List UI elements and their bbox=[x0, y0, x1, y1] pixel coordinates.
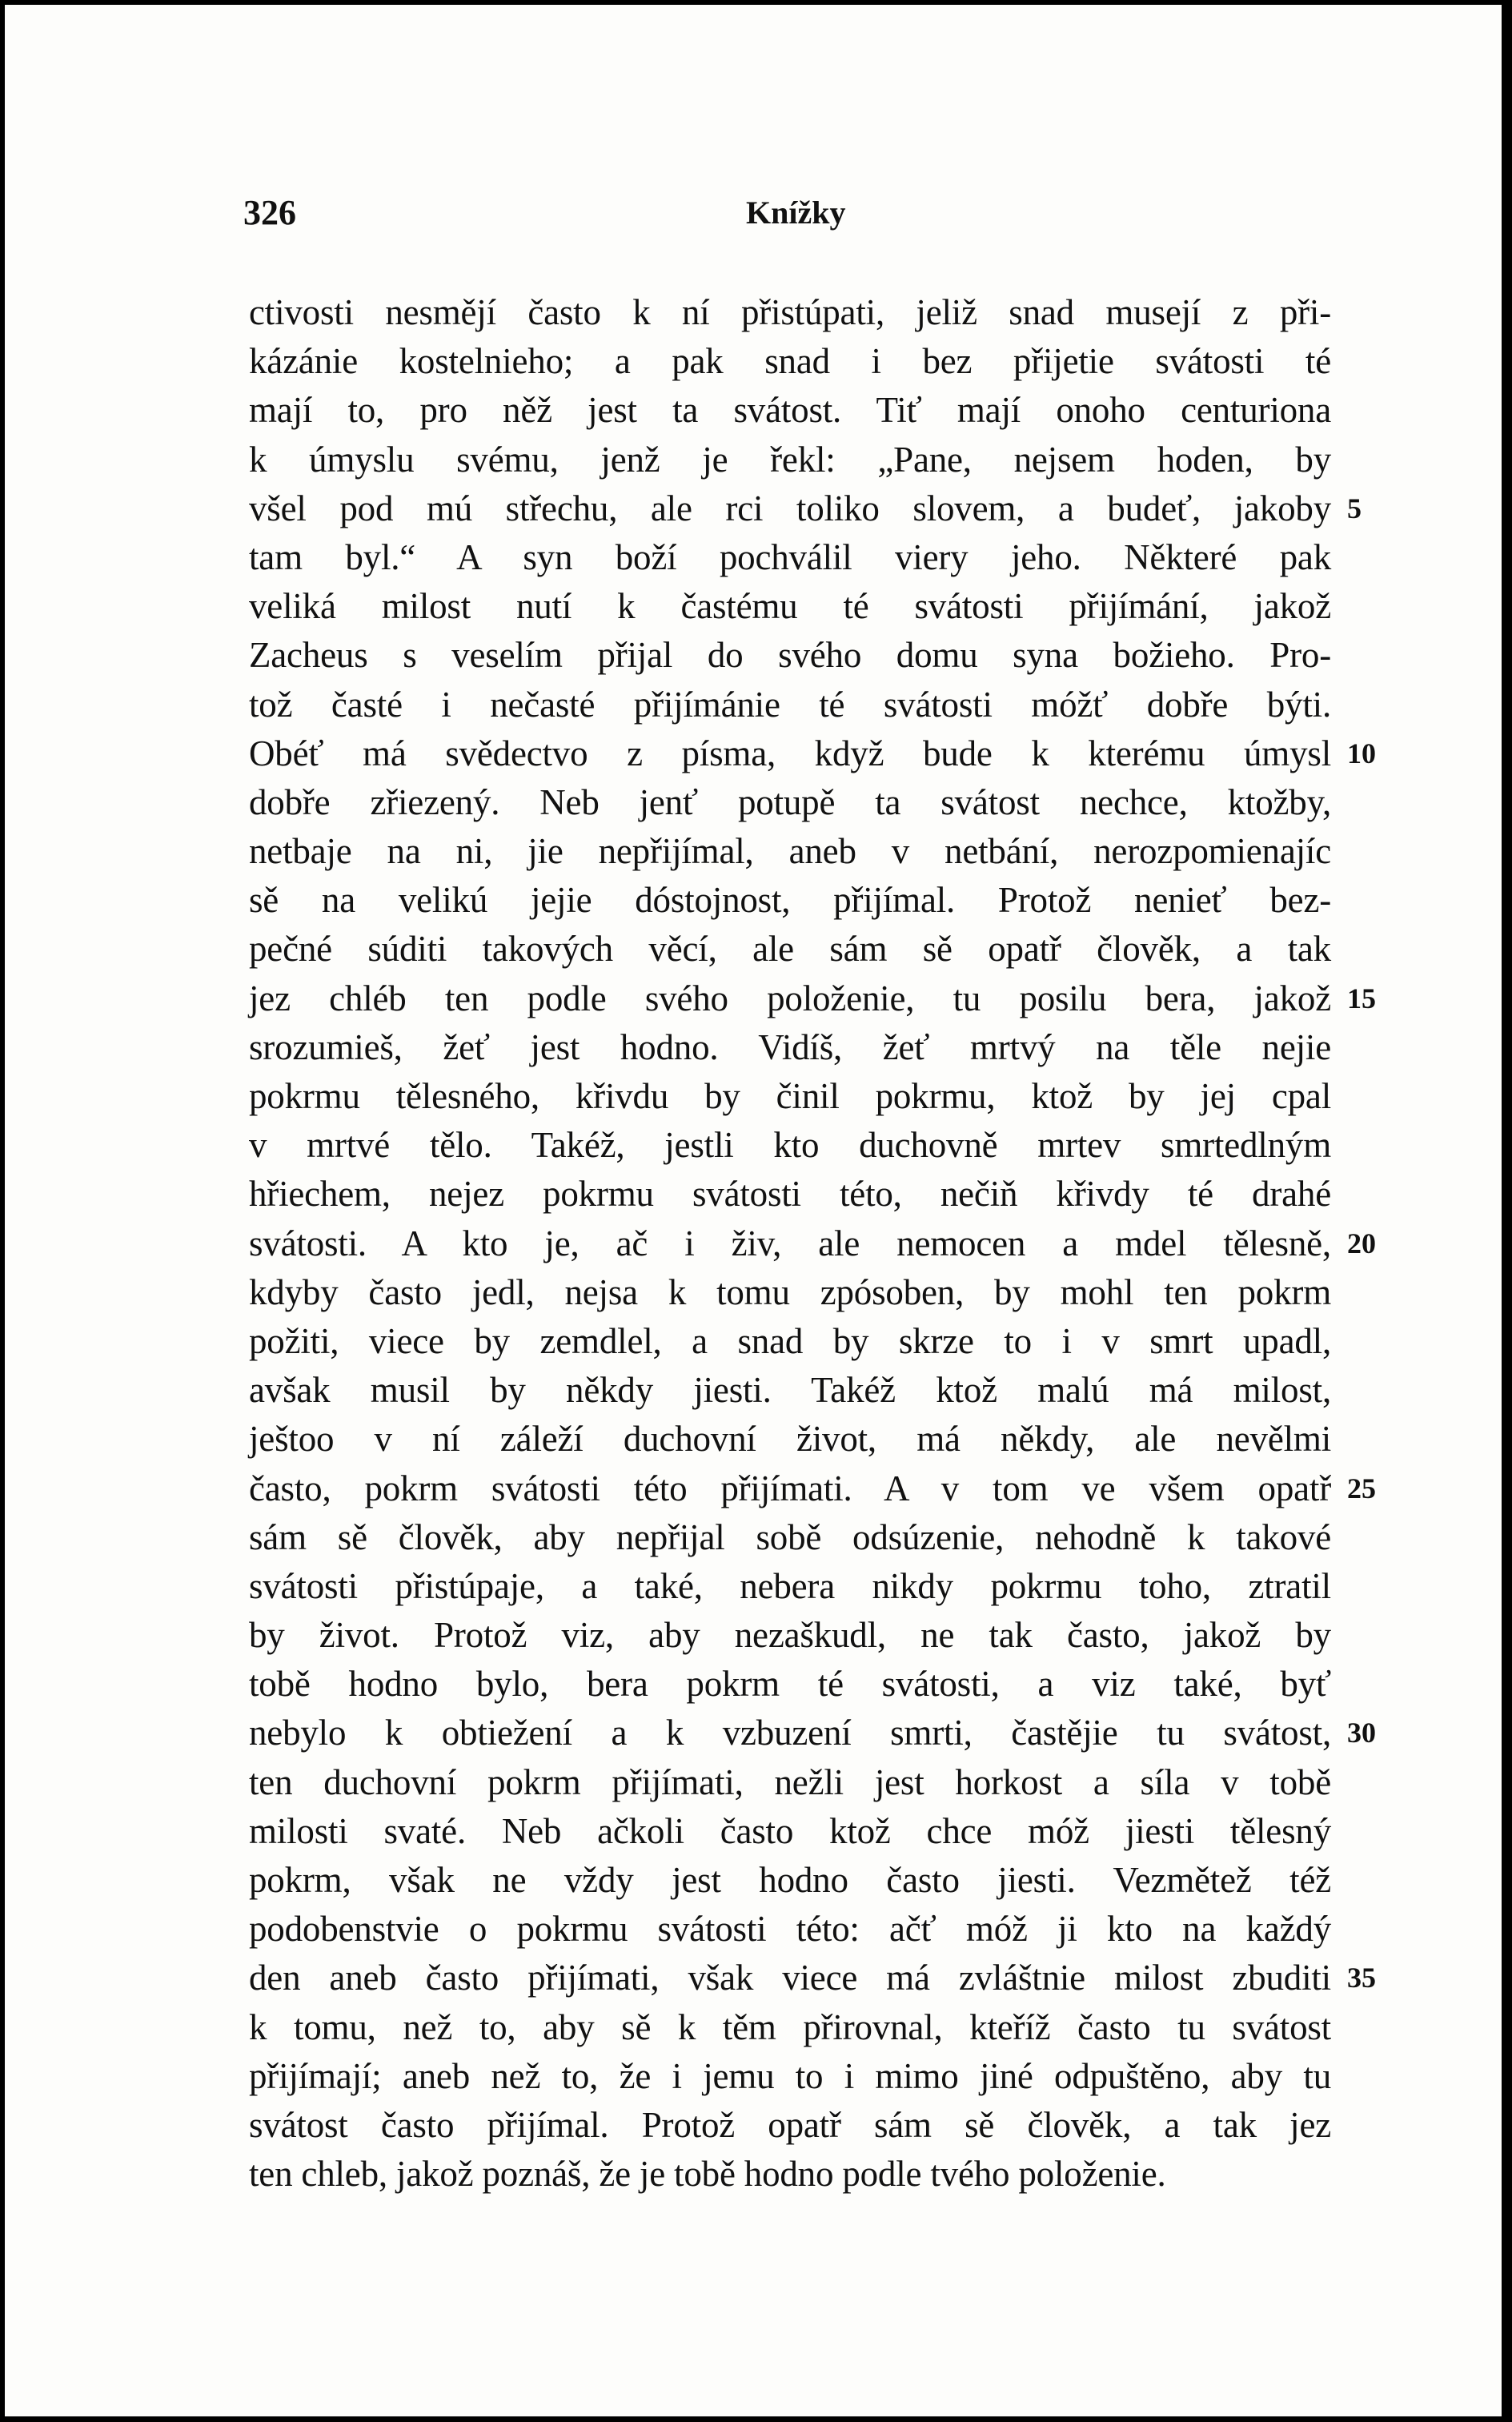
text-line bbox=[249, 1268, 1331, 1317]
line-text: tam byl.“ A syn boží pochválil viery jeho. Některé pak bbox=[249, 536, 1331, 577]
line-text: mají to, pro něž jest ta svátost. Tiť mají onoho centuriona bbox=[249, 390, 1331, 431]
text-line bbox=[249, 1513, 1331, 1562]
text-line bbox=[249, 1660, 1331, 1709]
text-line bbox=[249, 1023, 1331, 1072]
text-line bbox=[249, 2052, 1331, 2101]
line-text: jez chléb ten podle svého položenie, tu posilu bera, jakož bbox=[249, 978, 1331, 1018]
line-text: ten chleb, jakož poznáš, že je tobě hodno podle tvého položenie. bbox=[249, 2154, 1166, 2195]
text-line bbox=[249, 876, 1331, 925]
body-text bbox=[249, 288, 1376, 2199]
text-line bbox=[249, 1905, 1331, 1954]
text-line bbox=[249, 1954, 1376, 2002]
text-line bbox=[249, 1072, 1331, 1121]
text-line bbox=[249, 436, 1331, 484]
text-line bbox=[249, 1758, 1331, 1807]
text-line bbox=[249, 2003, 1331, 2052]
line-text: tož časté i nečasté přijímánie té svátosti móžť dobře býti. bbox=[249, 684, 1331, 725]
line-number: 20 bbox=[1347, 1227, 1376, 1259]
text-line bbox=[249, 337, 1331, 386]
line-text: sám sě člověk, aby nepřijal sobě odsúzenie, nehodně k takové bbox=[249, 1516, 1331, 1557]
line-number: 10 bbox=[1347, 737, 1376, 769]
text-line bbox=[249, 1856, 1331, 1905]
text-line bbox=[249, 681, 1331, 729]
text-line bbox=[249, 1170, 1331, 1219]
line-text: dobře zřiezený. Neb jenť potupě ta svátost nechce, ktožby, bbox=[249, 781, 1331, 822]
text-line bbox=[249, 925, 1331, 974]
line-text: ještoo v ní záleží duchovní život, má někdy, ale nevělmi bbox=[249, 1419, 1331, 1460]
line-text: veliká milost nutí k častému té svátosti přijímání, jakož bbox=[249, 586, 1331, 627]
text-line bbox=[249, 582, 1331, 631]
line-text: milosti svaté. Neb ačkoli často ktož chce móž jiesti tělesný bbox=[249, 1810, 1331, 1851]
text-line bbox=[249, 1415, 1331, 1464]
line-text: podobenstvie o pokrmu svátosti této: ačť móž ji kto na každý bbox=[249, 1909, 1331, 1950]
text-line bbox=[249, 778, 1331, 827]
text-line bbox=[249, 533, 1331, 582]
line-text: často, pokrm svátosti této přijímati. A v tom ve všem opatř bbox=[249, 1468, 1331, 1508]
text-line bbox=[249, 1366, 1331, 1415]
text-line bbox=[249, 827, 1331, 876]
line-text: by život. Protož viz, aby nezaškudl, ne tak často, jakož by bbox=[249, 1615, 1331, 1656]
text-line bbox=[249, 484, 1362, 533]
line-text: svátost často přijímal. Protož opatř sám sě člověk, a tak jez bbox=[249, 2104, 1331, 2145]
line-text: pečné súditi takových věcí, ale sám sě opatř člověk, a tak bbox=[249, 929, 1331, 970]
line-text: ctivosti nesmějí často k ní přistúpati, jeliž snad musejí z při- bbox=[249, 292, 1331, 332]
line-text: svátosti přistúpaje, a také, nebera nikdy pokrmu toho, ztratil bbox=[249, 1565, 1331, 1606]
text-line bbox=[249, 1562, 1331, 1611]
text-line bbox=[249, 386, 1331, 435]
text-line bbox=[249, 1709, 1376, 1757]
line-text: svátosti. A kto je, ač i živ, ale nemocen a mdel tělesně, bbox=[249, 1223, 1331, 1263]
line-text: srozumieš, žeť jest hodno. Vidíš, žeť mrtvý na těle nejie bbox=[249, 1026, 1331, 1067]
text-line bbox=[249, 1121, 1331, 1170]
line-number: 25 bbox=[1347, 1472, 1376, 1504]
running-title: Knížky bbox=[746, 195, 846, 231]
line-text: Obéť má svědectvo z písma, když bude k kterému úmysl bbox=[249, 733, 1331, 773]
line-text: přijímají; aneb než to, že i jemu to i mimo jiné odpuštěno, aby tu bbox=[249, 2055, 1331, 2096]
text-line bbox=[249, 1807, 1331, 1856]
line-text: k tomu, než to, aby sě k těm přirovnal, kteříž často tu svátost bbox=[249, 2006, 1331, 2047]
line-text: všel pod mú střechu, ale rci toliko slovem, a budeť, jakoby bbox=[249, 488, 1331, 528]
text-line bbox=[249, 1219, 1376, 1268]
line-text: nebylo k obtiežení a k vzbuzení smrti, častějie tu svátost, bbox=[249, 1713, 1331, 1753]
line-text: ten duchovní pokrm přijímati, nežli jest horkost a síla v tobě bbox=[249, 1761, 1331, 1802]
text-line bbox=[249, 288, 1331, 337]
line-number: 35 bbox=[1347, 1962, 1376, 1994]
line-text: požiti, viece by zemdlel, a snad by skrze to i v smrt upadl, bbox=[249, 1320, 1331, 1361]
line-text: Zacheus s veselím přijal do svého domu syna božieho. Pro- bbox=[249, 635, 1331, 676]
line-number: 5 bbox=[1347, 492, 1362, 524]
text-line bbox=[249, 2101, 1331, 2150]
text-line bbox=[249, 1317, 1331, 1366]
line-number: 30 bbox=[1347, 1717, 1376, 1749]
text-line bbox=[249, 1464, 1376, 1513]
line-text: hřiechem, nejez pokrmu svátosti této, nečiň křivdy té drahé bbox=[249, 1174, 1331, 1215]
page-number: 326 bbox=[243, 193, 296, 232]
book-page bbox=[5, 5, 1502, 2416]
line-text: v mrtvé tělo. Takéž, jestli kto duchovně mrtev smrtedlným bbox=[249, 1125, 1331, 1166]
line-text: pokrm, však ne vždy jest hodno často jiesti. Vezmětež též bbox=[249, 1860, 1331, 1900]
line-text: kázánie kostelnieho; a pak snad i bez přijetie svátosti té bbox=[249, 341, 1331, 382]
line-text: sě na velikú jejie dóstojnost, přijímal. Protož nenieť bez- bbox=[249, 880, 1331, 921]
line-text: tobě hodno bylo, bera pokrm té svátosti, a viz také, byť bbox=[249, 1664, 1331, 1705]
line-text: pokrmu tělesného, křivdu by činil pokrmu, ktož by jej cpal bbox=[249, 1076, 1331, 1116]
text-line bbox=[249, 1611, 1331, 1660]
text-line bbox=[249, 2150, 1331, 2199]
line-number: 15 bbox=[1347, 982, 1376, 1014]
line-text: den aneb často přijímati, však viece má zvláštnie milost zbuditi bbox=[249, 1958, 1331, 1998]
line-text: k úmyslu svému, jenž je řekl: „Pane, nejsem hoden, by bbox=[249, 439, 1331, 480]
line-text: kdyby často jedl, nejsa k tomu zpósoben, by mohl ten pokrm bbox=[249, 1271, 1331, 1312]
line-text: avšak musil by někdy jiesti. Takéž ktož malú má milost, bbox=[249, 1370, 1331, 1411]
text-line bbox=[249, 974, 1376, 1023]
line-text: netbaje na ni, jie nepřijímal, aneb v netbání, nerozpomienajíc bbox=[249, 831, 1331, 872]
text-line bbox=[249, 729, 1376, 778]
text-line bbox=[249, 631, 1331, 680]
